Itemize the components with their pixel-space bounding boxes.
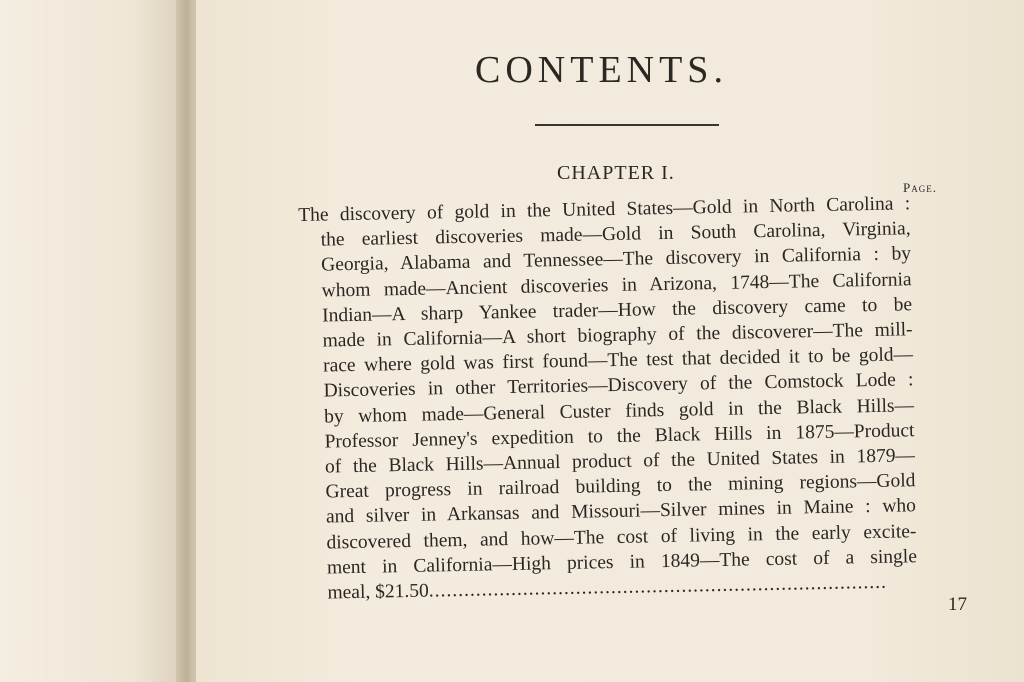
- chapter-entry: [298, 191, 946, 606]
- page-column-label: Page.: [903, 180, 937, 195]
- entry-line: Indian—A sharp Yankee trader—How the discovery came to be: [321, 294, 913, 327]
- entry-line: Professor Jenney's expedition to the Black Hills in 1875—Product: [324, 420, 915, 453]
- title-rule: [535, 124, 719, 126]
- entry-line: Discoveries in other Territories—Discovery of the Comstock Lode :: [323, 369, 914, 402]
- entry-line: ment in California—High prices in 1849—The cost of a single: [326, 546, 918, 579]
- entry-line: whom made—Ancient discoveries in Arizona, 1748—The California: [321, 268, 912, 302]
- entry-line: the earliest discoveries made—Gold in South Carolina, Virginia,: [320, 218, 911, 251]
- entry-line: made in California—A short biography of the discoverer—The mill-: [322, 319, 913, 352]
- entry-line: race where gold was first found—The test that decided it to be gold—: [322, 344, 914, 377]
- entry-line: by whom made—General Custer finds gold in the Black Hills—: [323, 394, 915, 428]
- entry-line: Georgia, Alabama and Tennessee—The discovery in California : by: [321, 243, 912, 276]
- entry-line: The discovery of gold in the United States—Gold in North Carolina :: [298, 193, 911, 226]
- entry-line: and silver in Arkansas and Missouri—Silver mines in Maine : who: [325, 495, 917, 528]
- dot-leaders: ..............................................................................: [428, 571, 888, 602]
- entry-line: discovered them, and how—The cost of living in the early excite-: [326, 520, 917, 554]
- entry-line-text: meal, $21.50: [327, 580, 429, 604]
- entry-line: of the Black Hills—Annual product of the United States in 1879—: [324, 445, 916, 478]
- entry-line: Great progress in railroad building to the mining regions—Gold: [325, 470, 916, 503]
- left-page: [0, 0, 190, 682]
- page-number: 17: [948, 594, 967, 615]
- page-title: CONTENTS.: [475, 49, 728, 91]
- chapter-heading: CHAPTER I.: [557, 162, 675, 184]
